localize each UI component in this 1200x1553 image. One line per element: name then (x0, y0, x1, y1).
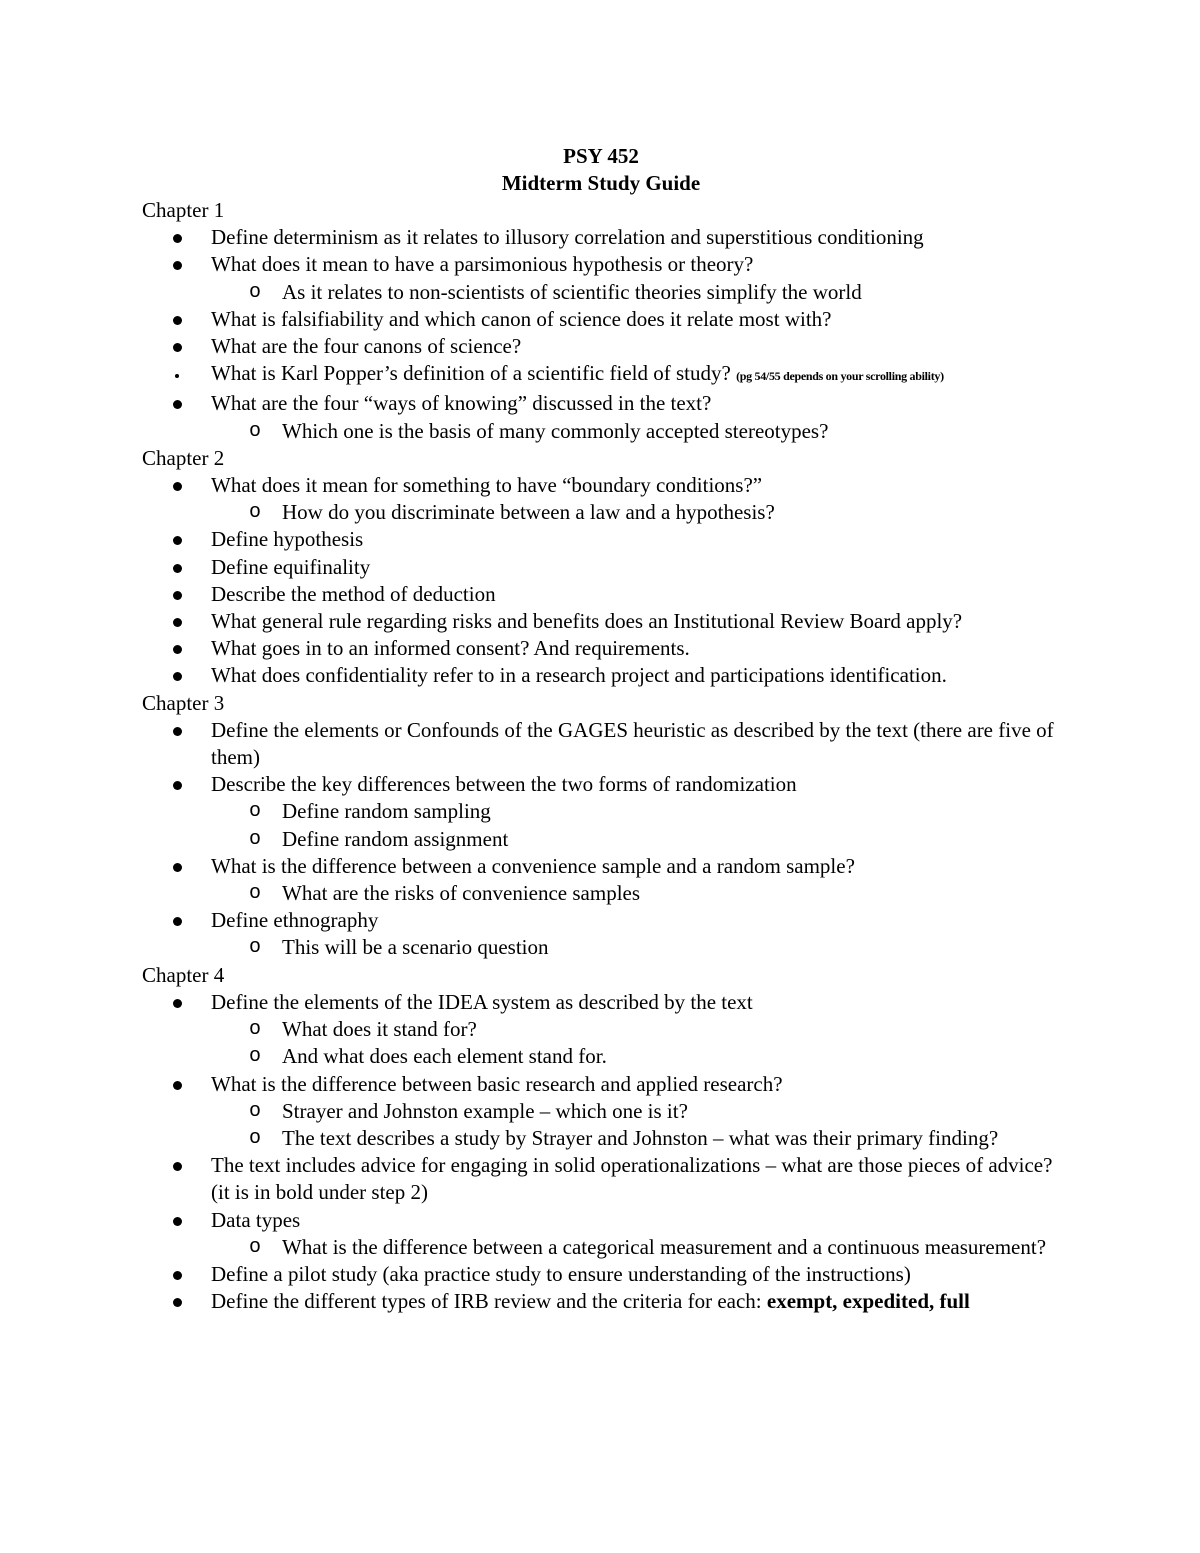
bullet-icon (173, 727, 182, 736)
sub-question-list (211, 1016, 1060, 1070)
bullet-icon (173, 781, 182, 790)
sub-question-text: And what does each element stand for. (282, 1044, 607, 1069)
bullet-icon (173, 999, 182, 1008)
question-text: Define equifinality (211, 554, 371, 579)
chapter-question-list (142, 224, 1060, 445)
hollow-circle-bullet-icon: o (249, 419, 262, 443)
question-text: What does it mean for something to have “boundary conditions?” (211, 473, 763, 498)
chapter-question-list (142, 989, 1060, 1315)
bullet-icon (173, 343, 182, 352)
bullet-icon (173, 1162, 182, 1171)
sub-question-text: What are the risks of convenience samples (282, 881, 641, 906)
hollow-circle-bullet-icon: o (249, 1099, 262, 1123)
sub-question-item (211, 1043, 1060, 1070)
hollow-circle-bullet-icon: o (249, 936, 262, 960)
sub-question-text: Strayer and Johnston example – which one is it? (282, 1098, 688, 1123)
hollow-circle-bullet-icon: o (249, 1126, 262, 1150)
question-item (142, 390, 1060, 444)
question-item (142, 526, 1060, 553)
question-text: Define a pilot study (aka practice study to ensure understanding of the instructions) (211, 1261, 911, 1286)
question-text: Data types (211, 1207, 301, 1232)
sub-question-text: What is the difference between a categorical measurement and a continuous measurement? (282, 1234, 1047, 1259)
bullet-icon (173, 564, 182, 573)
question-item (142, 251, 1060, 305)
sub-question-list (211, 798, 1060, 852)
sub-question-text: Define random sampling (282, 799, 491, 824)
sub-question-item (211, 1098, 1060, 1125)
sub-question-item (211, 798, 1060, 825)
sub-question-text: How do you discriminate between a law and a hypothesis? (282, 500, 775, 525)
bullet-icon (173, 591, 182, 600)
question-text: What is falsifiability and which canon of science does it relate most with? (211, 306, 832, 331)
chapters-container (142, 197, 1060, 1315)
sub-question-list (211, 1098, 1060, 1152)
question-item (142, 224, 1060, 251)
bullet-icon (173, 1217, 182, 1226)
question-text: What general rule regarding risks and benefits does an Institutional Review Board apply? (211, 609, 963, 634)
question-text: What goes in to an informed consent? And requirements. (211, 636, 690, 661)
sub-question-item (211, 1016, 1060, 1043)
question-item (142, 1261, 1060, 1288)
chapter-question-list (142, 472, 1060, 690)
bullet-icon (175, 374, 179, 378)
document-subtitle: Midterm Study Guide (501, 171, 701, 195)
sub-question-text: This will be a scenario question (282, 935, 549, 960)
hollow-circle-bullet-icon: o (249, 882, 262, 906)
sub-question-item (211, 934, 1060, 961)
sub-question-text: What does it stand for? (282, 1017, 477, 1042)
bullet-icon (173, 234, 182, 243)
chapter-heading: Chapter 4 (142, 962, 225, 987)
question-text: Define the elements or Confounds of the GAGES heuristic as described by the text (there are five of them) (211, 717, 1054, 770)
sub-question-item (211, 279, 1060, 306)
irb-review-types: exempt, expedited, full (766, 1289, 970, 1314)
question-item (142, 554, 1060, 581)
hollow-circle-bullet-icon: o (249, 827, 262, 851)
sub-question-list (211, 934, 1060, 961)
hollow-circle-bullet-icon: o (249, 501, 262, 525)
bullet-icon (173, 618, 182, 627)
question-text: What is the difference between a convenience sample and a random sample? (211, 853, 855, 878)
sub-question-item (211, 1125, 1060, 1152)
sub-question-item (211, 499, 1060, 526)
question-item (142, 907, 1060, 961)
sub-question-item (211, 826, 1060, 853)
sub-question-text: As it relates to non-scientists of scientific theories simplify the world (282, 279, 862, 304)
sub-question-list (211, 499, 1060, 526)
sub-question-text: Define random assignment (282, 826, 509, 851)
question-text: Describe the method of deduction (211, 581, 496, 606)
question-item (142, 989, 1060, 1071)
bullet-icon (173, 482, 182, 491)
chapter-heading: Chapter 1 (142, 198, 225, 222)
sub-question-text: The text describes a study by Strayer and Johnston – what was their primary finding? (282, 1125, 999, 1150)
bullet-icon (173, 863, 182, 872)
sub-question-list (211, 279, 1060, 306)
bullet-icon (173, 917, 182, 926)
question-item (142, 581, 1060, 608)
sub-question-list (211, 418, 1060, 445)
bullet-icon (173, 316, 182, 325)
question-item (142, 635, 1060, 662)
question-text: What is the difference between basic research and applied research? (211, 1071, 783, 1096)
question-item (142, 1152, 1060, 1206)
question-text: What is Karl Popper’s definition of a scientific field of study? (211, 361, 731, 386)
sub-question-text: Which one is the basis of many commonly accepted stereotypes? (282, 418, 829, 443)
question-item (142, 1071, 1060, 1153)
question-item (142, 333, 1060, 360)
question-item (142, 472, 1060, 526)
question-item (142, 662, 1060, 689)
bullet-icon (173, 645, 182, 654)
course-title: PSY 452 (563, 144, 639, 168)
sub-question-list (211, 1234, 1060, 1261)
bullet-icon (173, 1298, 182, 1307)
question-item (142, 608, 1060, 635)
bullet-icon (173, 672, 182, 681)
hollow-circle-bullet-icon: o (249, 280, 262, 304)
question-text: Define ethnography (211, 908, 379, 933)
bullet-icon (173, 1081, 182, 1090)
question-text: Describe the key differences between the two forms of randomization (211, 772, 797, 797)
question-text: Define the different types of IRB review and the criteria for each: (211, 1289, 767, 1314)
question-item (142, 1288, 1060, 1315)
sub-question-item (211, 1234, 1060, 1261)
sub-question-list (211, 880, 1060, 907)
question-item (142, 771, 1060, 853)
hollow-circle-bullet-icon: o (249, 1235, 262, 1259)
question-text: Define the elements of the IDEA system as described by the text (211, 989, 753, 1014)
question-text: The text includes advice for engaging in solid operationalizations – what are those pieces of advice? (it is in bold under step 2) (211, 1153, 1053, 1205)
bullet-icon (173, 1271, 182, 1280)
page-reference-note: (pg 54/55 depends on your scrolling ability) (736, 369, 944, 384)
hollow-circle-bullet-icon: o (249, 1018, 262, 1042)
question-item (142, 717, 1060, 771)
bullet-icon (173, 261, 182, 270)
bullet-icon (173, 400, 182, 409)
chapter-heading: Chapter 3 (142, 690, 225, 715)
question-text: Define determinism as it relates to illusory correlation and superstitious conditioning (211, 225, 924, 250)
chapter-heading: Chapter 2 (142, 445, 225, 470)
question-text: What does confidentiality refer to in a research project and participations identification. (211, 663, 947, 688)
question-item (142, 306, 1060, 333)
question-item (142, 1207, 1060, 1261)
hollow-circle-bullet-icon: o (249, 800, 262, 824)
sub-question-item (211, 880, 1060, 907)
chapter-question-list (142, 717, 1060, 962)
question-text: What does it mean to have a parsimonious hypothesis or theory? (211, 252, 754, 277)
question-text: Define hypothesis (211, 527, 364, 552)
question-item (142, 853, 1060, 907)
question-text: What are the four canons of science? (211, 334, 522, 359)
question-text: What are the four “ways of knowing” discussed in the text? (211, 391, 712, 416)
bullet-icon (173, 536, 182, 545)
hollow-circle-bullet-icon: o (249, 1045, 262, 1069)
sub-question-item (211, 418, 1060, 445)
question-item (142, 360, 1060, 390)
